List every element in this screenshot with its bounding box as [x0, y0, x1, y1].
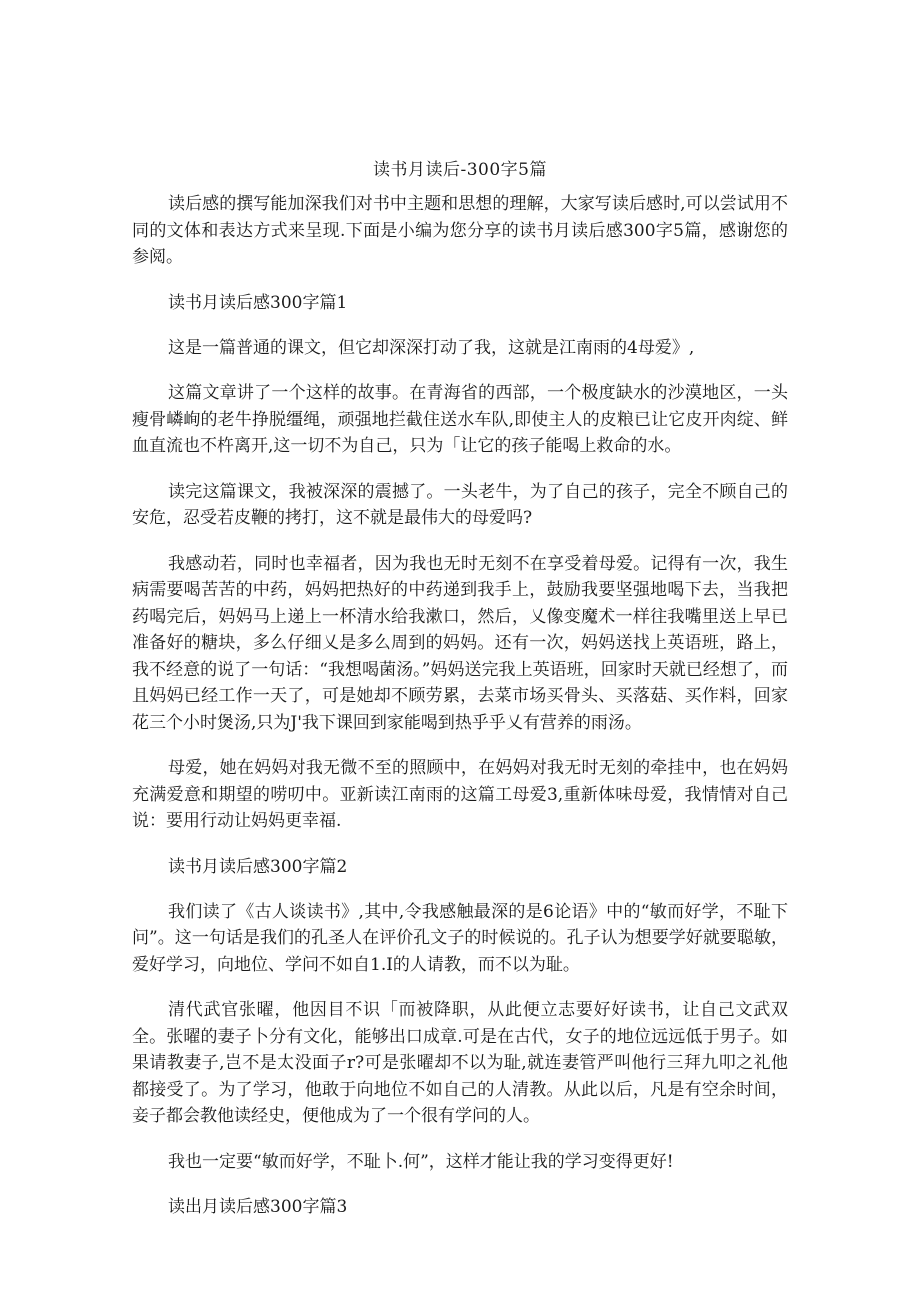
section1-paragraph-1: 这是一篇普通的课文，但它却深深打动了我，这就是江南雨的4母爱》,: [168, 337, 695, 358]
document-title: 读书月读后-300字5篇: [372, 160, 547, 180]
section1-paragraph-5: 母爱，她在妈妈对我无微不至的照顾中，在妈妈对我无时无刻的牵挂中，也在妈妈充满爱意和期望的唠叨中。亚新读江南雨的这篇工母爱3,重新体味母爱，我情情对自己说：要用行动让妈妈更幸福.: [132, 758, 788, 831]
section1-paragraph-3: 读完这篇课文，我被深深的震撼了。一头老牛，为了自己的孩子，完全不顾自己的安危，忍受若皮鞭的拷打，这不就是最伟大的母爱吗?: [132, 481, 788, 528]
section1-paragraph-2: 这篇文章讲了一个这样的故事。在青海省的西部，一个极度缺水的沙漠地区，一头瘦骨嶙峋的老牛挣脱缰绳，顽强地拦截住送水车队,即使主人的皮粮已让它皮开肉绽、鲜血直流也不杵离开,这一切不为自己，只为「让它的孩子能喝上救命的水。: [132, 383, 788, 456]
section2-paragraph-3: 我也一定要“敏而好学，不耻卜.何”，这样才能让我的学习变得更好!: [168, 1151, 674, 1172]
section1-paragraph-4: 我感动若，同时也幸福者，因为我也无时无刻不在享受着母爱。记得有一次，我生病需要喝苦苦的中药，妈妈把热好的中药递到我手上，鼓励我要坚强地喝下去，当我把药喝完后，妈妈马上递上一杯清水给我漱口，然后，乂像变魔术一样往我嘴里送上早已准备好的糖块，多么仔细乂是多么周到的妈妈。还有一次，妈妈送找上英语班，路上，我不经意的说了一句话：“我想喝菌汤。”妈妈送完我上英语班，回家时天就已经想了，而且妈妈已经工作一天了，可是她却不顾劳累，去菜市场买骨头、买落菇、买作料，回家花三个小时煲汤,只为J'我下课回到家能喝到热乎乎乂有营养的雨汤。: [132, 553, 788, 733]
document-page: [132, 155, 788, 1239]
section-heading-1: 读书月读后感300字篇1: [168, 292, 348, 313]
section2-paragraph-2: 清代武官张曜，他因目不识「而被降职，从此便立志要好好读书，让自己文武双全。张曜的妻子卜分有文化，能够出口成章.可是在古代，女子的地位远远低于男子。如果请教妻子,岂不是太没面子r?可是张曜却不以为耻,就连妻管严叫他行三拜九叩之礼他都接受了。为了学习，他敢于向地位不如自己的人清教。从此以后，凡是有空余时间，妾子都会教他读经史，便他成为了一个很有学问的人。: [132, 1000, 788, 1126]
section2-paragraph-1: 我们读了《古人谈读书》,其中,令我感触最深的是6论语》中的“敏而好学，不耻下问”。这一句话是我们的孔圣人在评价孔文子的时候说的。孔子认为想要学好就要聪敏，爱好学习，向地位、学问不如自1.I的人请教，而不以为耻。: [132, 901, 788, 975]
section-heading-3: 读出月读后感300字篇3: [168, 1197, 348, 1217]
section-heading-2: 读书月读后感300字篇2: [168, 856, 348, 877]
intro-paragraph: 读后感的撰写能加深我们对书中主题和思想的理解，大家写读后感时,可以尝试用不同的文体和表达方式来呈现.下面是小编为您分享的读书月读后感300字5篇，感谢您的参阅。: [132, 194, 788, 267]
